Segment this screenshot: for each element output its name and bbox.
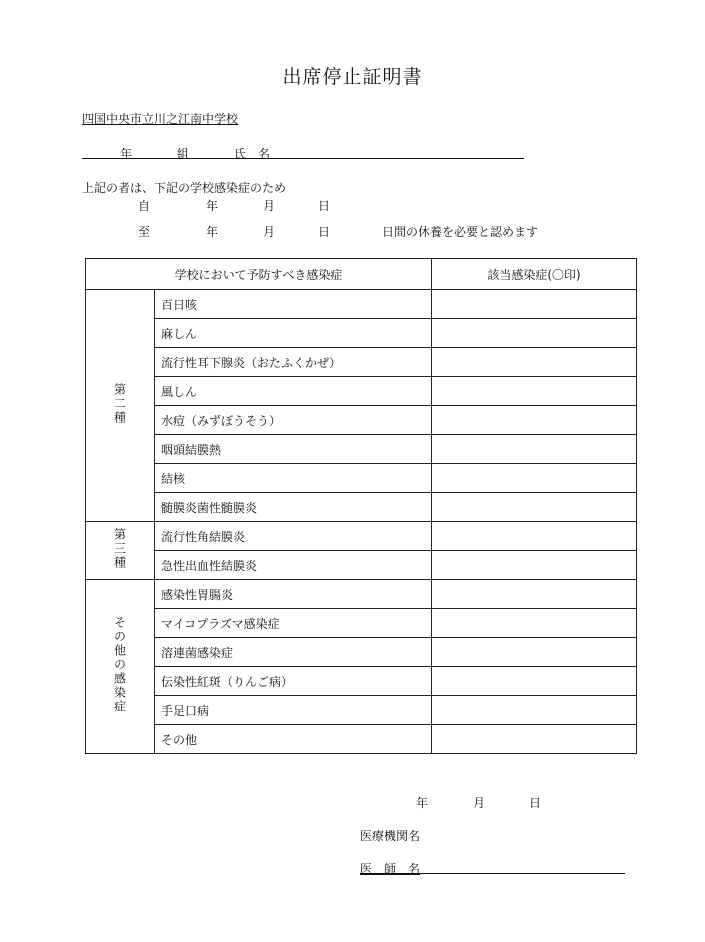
from-day: 日 [318, 199, 331, 213]
table-row [86, 725, 637, 754]
year-label: 年 [120, 147, 133, 161]
to-year: 年 [206, 225, 219, 239]
institution-label: 医療機関名 [360, 829, 421, 843]
statement-text: 上記の者は、下記の学校感染症のため [82, 181, 287, 195]
disease-name: マイコプラズマ感染症 [155, 609, 432, 638]
doctor-signature-line[interactable] [360, 873, 625, 874]
table-row [86, 406, 637, 435]
table-row [86, 667, 637, 696]
disease-name: 風しん [155, 377, 432, 406]
disease-name: 髄膜炎菌性髄膜炎 [155, 493, 432, 522]
disease-name: 感染性胃腸炎 [155, 580, 432, 609]
class-label: 組 [177, 147, 190, 161]
check-cell[interactable] [432, 580, 637, 609]
to-month: 月 [263, 225, 276, 239]
group-label: その他の感染症 [112, 616, 127, 714]
check-cell[interactable] [432, 348, 637, 377]
check-cell[interactable] [432, 319, 637, 348]
check-cell[interactable] [432, 667, 637, 696]
disease-name: 流行性耳下腺炎（おたふくかぜ） [155, 348, 432, 377]
disease-name: 咽頭結膜熱 [155, 435, 432, 464]
rest-days-text: 日間の休養を必要と認めます [382, 225, 539, 239]
header-check: 該当感染症(〇印) [432, 259, 637, 290]
check-cell[interactable] [432, 464, 637, 493]
footer-year: 年 [416, 796, 429, 810]
disease-name: その他 [155, 725, 432, 754]
check-cell[interactable] [432, 609, 637, 638]
to-day: 日 [318, 225, 331, 239]
check-cell[interactable] [432, 522, 637, 551]
table-row [86, 580, 637, 609]
footer-day: 日 [529, 796, 542, 810]
name-field-line[interactable] [82, 158, 524, 159]
disease-table [85, 258, 637, 754]
disease-name: 流行性角結膜炎 [155, 522, 432, 551]
group-label: 第二種 [112, 383, 127, 425]
check-cell[interactable] [432, 551, 637, 580]
table-row [86, 696, 637, 725]
table-row [86, 290, 637, 319]
from-month: 月 [263, 199, 276, 213]
check-cell[interactable] [432, 377, 637, 406]
table-row [86, 464, 637, 493]
from-label: 自 [138, 199, 151, 213]
check-cell[interactable] [432, 493, 637, 522]
check-cell[interactable] [432, 406, 637, 435]
doctor-label: 医 師 名 [360, 862, 421, 876]
disease-name: 伝染性紅斑（りんご病） [155, 667, 432, 696]
table-row [86, 435, 637, 464]
table-row [86, 348, 637, 377]
check-cell[interactable] [432, 696, 637, 725]
disease-name: 麻しん [155, 319, 432, 348]
table-row [86, 638, 637, 667]
student-name-label: 氏 名 [234, 147, 271, 161]
disease-name: 溶連菌感染症 [155, 638, 432, 667]
group-label-cell [86, 580, 155, 754]
check-cell[interactable] [432, 290, 637, 319]
disease-name: 急性出血性結膜炎 [155, 551, 432, 580]
table-row [86, 493, 637, 522]
from-year: 年 [206, 199, 219, 213]
check-cell[interactable] [432, 435, 637, 464]
group-label-cell [86, 290, 155, 522]
table-row [86, 522, 637, 551]
check-cell[interactable] [432, 725, 637, 754]
group-label: 第三種 [112, 528, 127, 570]
table-row [86, 609, 637, 638]
footer-month: 月 [473, 796, 486, 810]
check-cell[interactable] [432, 638, 637, 667]
table-row [86, 551, 637, 580]
disease-name: 手足口病 [155, 696, 432, 725]
to-label: 至 [138, 225, 151, 239]
table-header-row [86, 259, 637, 290]
disease-name: 結核 [155, 464, 432, 493]
school-name: 四国中央市立川之江南中学校 [82, 112, 239, 126]
header-disease: 学校において予防すべき感染症 [86, 259, 432, 290]
document-title: 出席停止証明書 [282, 66, 423, 88]
disease-name: 百日咳 [155, 290, 432, 319]
disease-name: 水痘（みずぼうそう） [155, 406, 432, 435]
table-row [86, 377, 637, 406]
group-label-cell [86, 522, 155, 580]
table-row [86, 319, 637, 348]
